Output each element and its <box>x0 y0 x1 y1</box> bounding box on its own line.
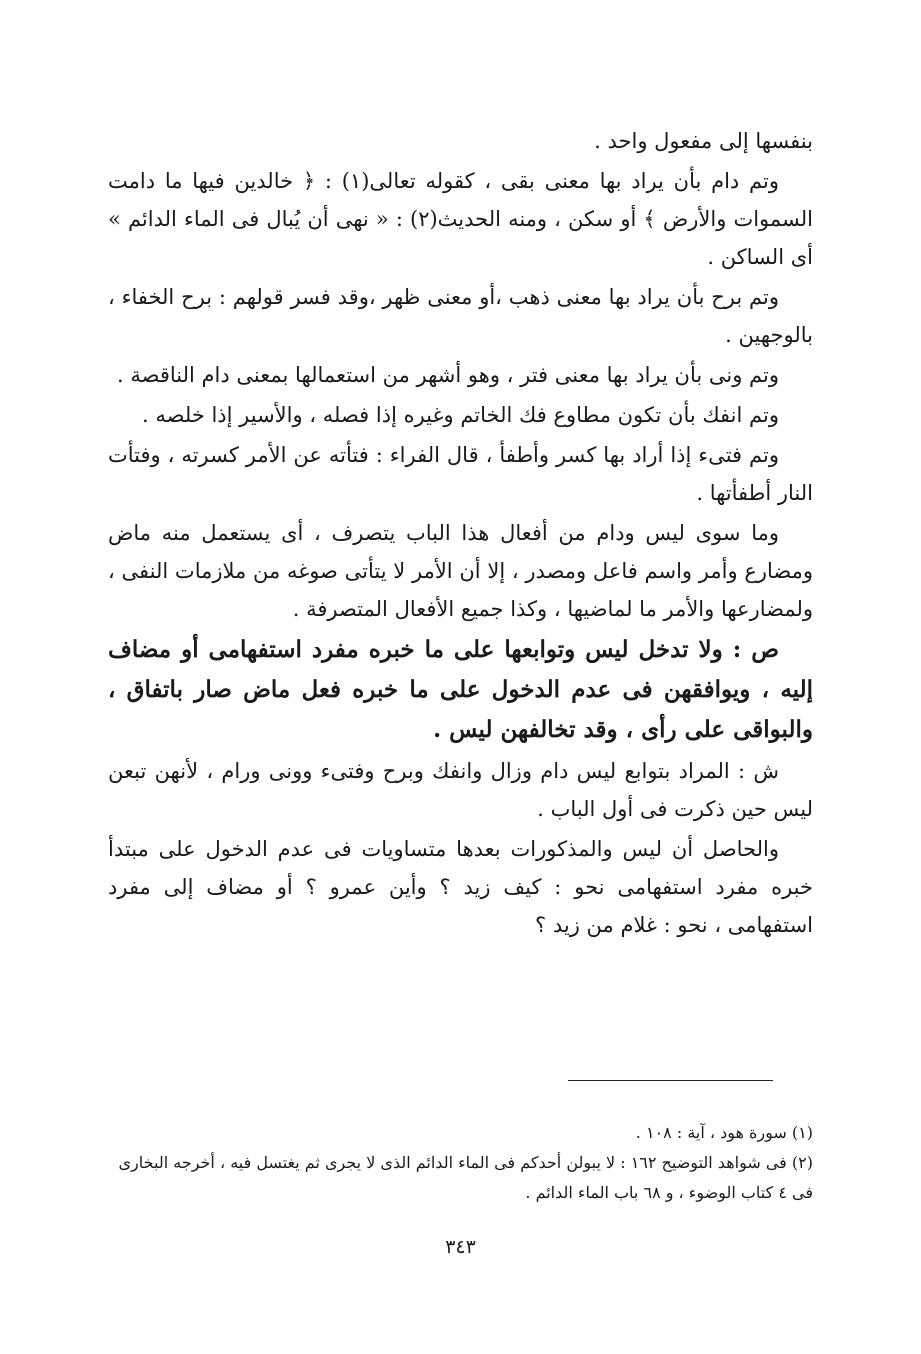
paragraph-2: وتم دام بأن يراد بها معنى بقى ، كقوله تعالى(١) : ﴿ خالدين فيها ما دامت السموات والأرض ﴾ أو سكن ، ومنه الحديث(٢) : « نهى أن يُبال فى الماء الدائم » أى الساكن . <box>108 169 814 269</box>
paragraph-3: وتم برح بأن يراد بها معنى ذهب ،أو معنى ظهر ،وقد فسر قولهم : برح الخفاء ، بالوجهين . <box>108 285 813 347</box>
footnote-divider <box>568 1080 773 1081</box>
paragraph-9: ش : المراد بتوابع ليس دام وزال وانفك وبرح وفتىء وونى ورام ، لأنهن تبعن ليس حين ذكرت فى أول الباب . <box>108 759 813 821</box>
paragraph-5: وتم انفك بأن تكون مطاوع فك الخاتم وغيره إذا فصله ، والأسير إذا خلصه . <box>142 403 779 427</box>
paragraph-6: وتم فتىء إذا أراد بها كسر وأطفأ ، قال الفراء : فتأته عن الأمر كسرته ، وفتأت النار أطفأتها . <box>108 443 813 505</box>
paragraph-7: وما سوى ليس ودام من أفعال هذا الباب يتصرف ، أى يستعمل منه ماض ومضارع وأمر واسم فاعل ومصدر ، إلا أن الأمر لا يتأتى صوغه من ملازمات النفى ، ولمضارعها والأمر ما لماضيها ، وكذا جميع الأفعال المتصرفة . <box>108 521 814 621</box>
paragraph-4: وتم ونى بأن يراد بها معنى فتر ، وهو أشهر من استعمالها بمعنى دام الناقصة . <box>117 363 779 387</box>
main-text <box>108 122 813 946</box>
footnote-2: (٢) فى شواهد التوضيح ١٦٢ : لا يبولن أحدكم فى الماء الدائم الذى لا يجرى ثم يغتسل فيه ، أخرجه البخارى فى ٤ كتاب الوضوء ، و ٦٨ باب الماء الدائم . <box>118 1153 813 1202</box>
page-number: ٣٤٣ <box>445 1236 476 1258</box>
text-statement-bold: ص : ولا تدخل ليس وتوابعها على ما خبره مفرد استفهامى أو مضاف إليه ، ويوافقهن فى عدم الدخول على ما خبره فعل ماض صار باتفاق ، والبواقى على رأى ، وقد تخالفهن ليس . <box>108 636 813 743</box>
paragraph-1: بنفسها إلى مفعول واحد . <box>594 129 813 153</box>
footnote-1: (١) سورة هود ، آية : ١٠٨ . <box>635 1123 813 1142</box>
paragraph-10: والحاصل أن ليس والمذكورات بعدها متساويات فى عدم الدخول على مبتدأ خبره مفرد استفهامى نحو : كيف زيد ؟ وأين عمرو ؟ أو مضاف إلى مفرد استفهامى ، نحو : غلام من زيد ؟ <box>108 837 813 937</box>
footnotes <box>108 1118 813 1208</box>
